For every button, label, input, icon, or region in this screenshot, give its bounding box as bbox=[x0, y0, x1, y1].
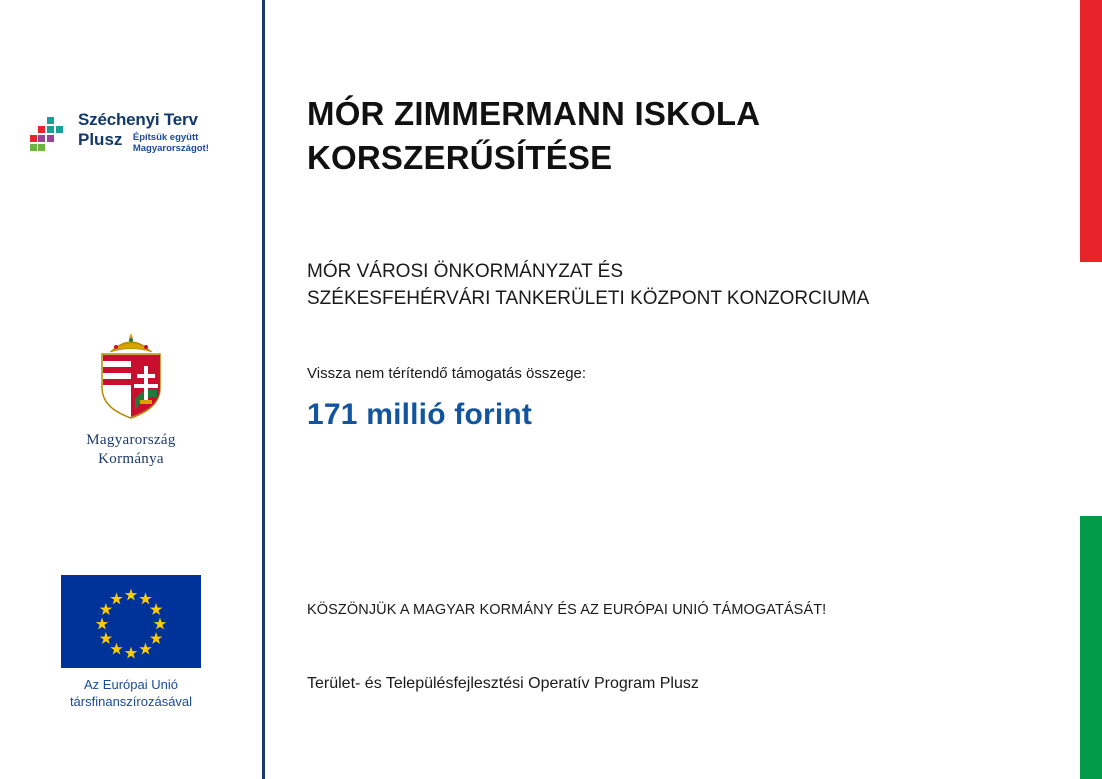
szechenyi-slogan-line1: Építsük együtt bbox=[132, 132, 199, 143]
vertical-divider bbox=[262, 0, 265, 779]
consortium-name bbox=[307, 258, 1027, 312]
szechenyi-logo-line2: Plusz bbox=[78, 130, 123, 149]
european-union-flag-icon bbox=[0, 575, 262, 668]
eu-logo-caption bbox=[0, 676, 262, 710]
hungarian-government-logo bbox=[0, 330, 262, 469]
project-details bbox=[307, 0, 1047, 779]
consortium-line-1: MÓR VÁROSI ÖNKORMÁNYZAT ÉS bbox=[307, 261, 624, 282]
grant-label: Vissza nem térítendő támogatás összege: bbox=[307, 365, 587, 382]
consortium-line-2: SZÉKESFEHÉRVÁRI TANKERÜLETI KÖZPONT KONZORCIUMA bbox=[307, 288, 870, 309]
red-accent-bar bbox=[1080, 0, 1102, 262]
szechenyi-logo-line1: Széchenyi Terv bbox=[78, 110, 198, 129]
szechenyi-terv-plusz-logo bbox=[30, 110, 242, 190]
page-title: MÓR ZIMMERMANN ISKOLA KORSZERŰSÍTÉSE bbox=[307, 95, 760, 176]
hungary-coat-of-arms-icon bbox=[0, 330, 262, 425]
szechenyi-logo-text bbox=[78, 110, 242, 154]
grant-amount: 171 millió forint bbox=[307, 398, 533, 431]
government-logo-caption bbox=[0, 431, 262, 469]
operational-program-name: Terület- és Településfejlesztési Operatív Program Plusz bbox=[307, 675, 699, 692]
szechenyi-plus-mark-icon bbox=[30, 115, 72, 157]
green-accent-bar bbox=[1080, 516, 1102, 779]
eu-caption-line2: társfinanszírozásával bbox=[69, 694, 193, 709]
european-union-logo bbox=[0, 575, 262, 710]
government-caption-line2: Kormánya bbox=[98, 451, 164, 467]
eu-caption-line1: Az Európai Unió bbox=[84, 677, 178, 692]
logo-column bbox=[0, 0, 262, 779]
thanks-message: KÖSZÖNJÜK A MAGYAR KORMÁNY ÉS AZ EURÓPAI UNIÓ TÁMOGATÁSÁT! bbox=[307, 602, 827, 618]
government-caption-line1: Magyarország bbox=[86, 432, 176, 448]
szechenyi-logo-slogan bbox=[133, 132, 209, 154]
szechenyi-slogan-line2: Magyarországot! bbox=[132, 143, 209, 154]
